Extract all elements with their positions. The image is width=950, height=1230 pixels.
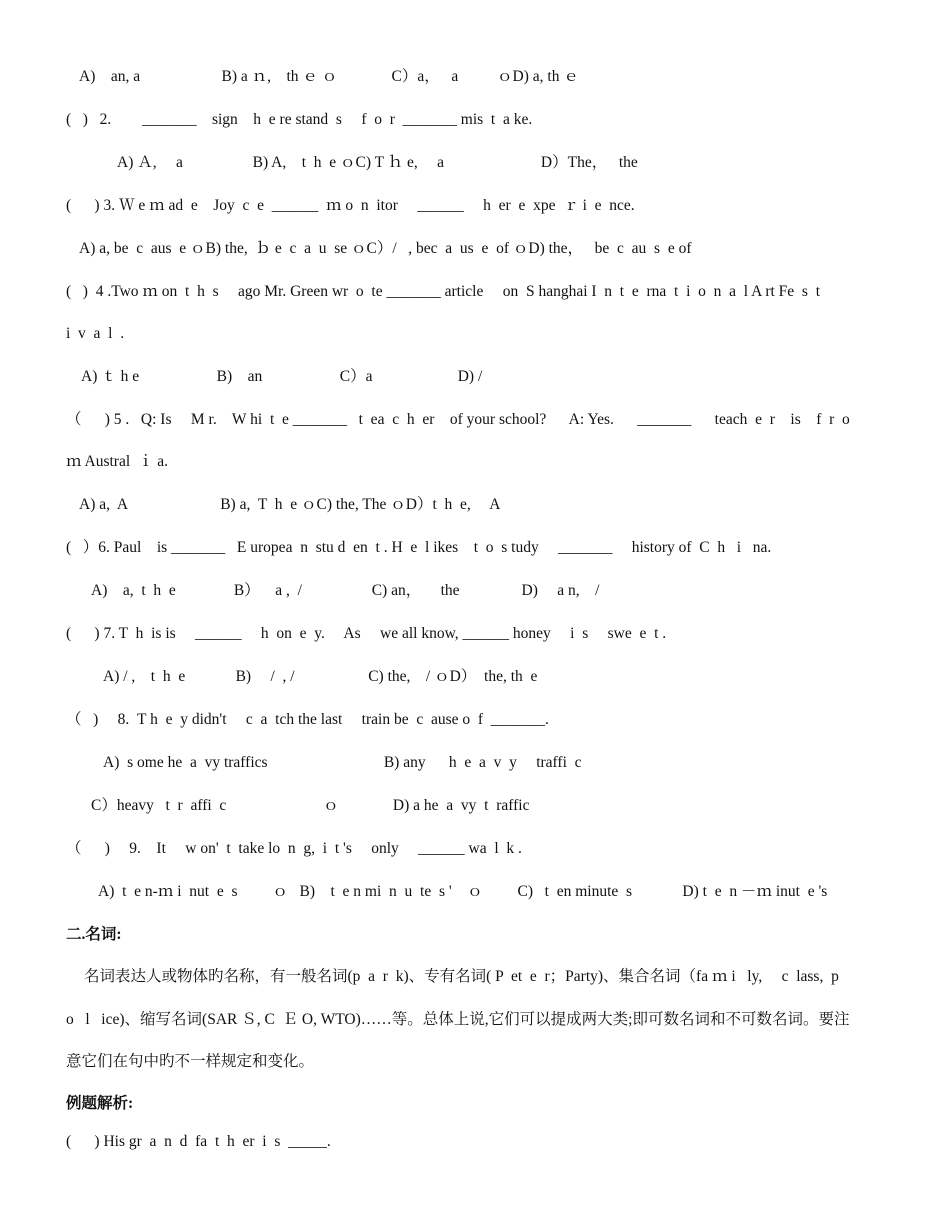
q8-options-ab: A) s ome he a vy traffics B) any h e a v y traffi c [103,754,582,771]
q6-options: A) a, t h e B） a , / C) an， the D) a n, / [91,582,600,599]
q7-options: A) / , t h e B) / , / C) the, / ｏD） the, th e [103,668,538,685]
q9-options: A) t e n-ｍ i nut e s ｏ B) t e n mi n u te s ' ｏ C) t en minute s D) t e n －ｍ inut e 's [98,883,828,900]
q4-question-cont: i v a l . [66,325,125,342]
example-question: ( ) His gr a n d fa t h er i s _____. [66,1133,331,1150]
example-heading: 例题解析: [66,1095,134,1112]
nouns-paragraph-line-1: 名词表达人或物体旳名称，有一般名词(p a r k)、专有名词( P et e r；Party)、集合名词（fa ｍ i ly, c lass, p [84,968,839,985]
q3-options: A) a, be c aus e ｏB) the, ｂ e c a u se ｏC）/ , bec a us e of ｏD) the， be c au s e of [79,240,692,257]
nouns-paragraph-line-2: o l ice)、缩写名词(SAR Ｓ, C Ｅ O, WTO)……等。总体上说,它们可以提成两大类;即可数名词和不可数名词。要注 [66,1011,850,1028]
q6-question: ( ）6. Paul is _______ E uropea n stu d en t . H e l ikes t o s tudy _______ history of C h i na. [66,539,772,556]
q8-question: （ ) 8. T h e y didn't c a tch the last train be c ause o f _______. [66,711,549,728]
q5-question: （ ) 5 . Q: Is M r. W hi t e _______ t ea c h er of your school? A: Yes. _______ teach e r is f r o [66,411,850,428]
q3-question: ( ) 3. Ｗ e ｍ ad e Joy c e ______ ｍ o n itor ______ h er e xpe ｒ i e nce. [66,197,635,214]
q1-options: A) an, a B) a ｎ, th ｅ ｏ C）a， a ｏD) a, th ｅ [79,68,579,85]
q4-options: A) ｔ h e B) an C）a D) / [81,368,483,385]
q8-options-cd: C）heavy t r affi c ｏ D) a he a vy t raffic [91,797,530,814]
q5-options: A) a, A B) a, T h e ｏC) the, The ｏD）t h e, A [79,496,501,513]
q7-question: ( ) 7. T h is is ______ h on e y. As we all know, ______ honey i s swe e t . [66,625,667,642]
section-heading-nouns: 二.名词: [66,926,122,943]
q2-question: ( ) 2. _______ sign h e re stand s f o r _______ mis t a ke. [66,111,533,128]
q9-question: （ ) 9. It w on' t take lo n g, i t 's only ______ wa l k . [66,840,522,857]
nouns-paragraph-line-3: 意它们在句中旳不一样规定和变化。 [66,1053,315,1070]
q4-question: ( ) 4 .Two ｍ on t h s ago Mr. Green wr o te _______ article on S hanghai I n t e rna t i o n a l A rt Fe s t [66,283,820,300]
q5-question-cont: ｍ Austral ｉ a. [66,453,169,470]
q2-options: A) Ａ, a B) A, t h e ｏC) T ｈ e, a D）The， the [117,154,638,171]
